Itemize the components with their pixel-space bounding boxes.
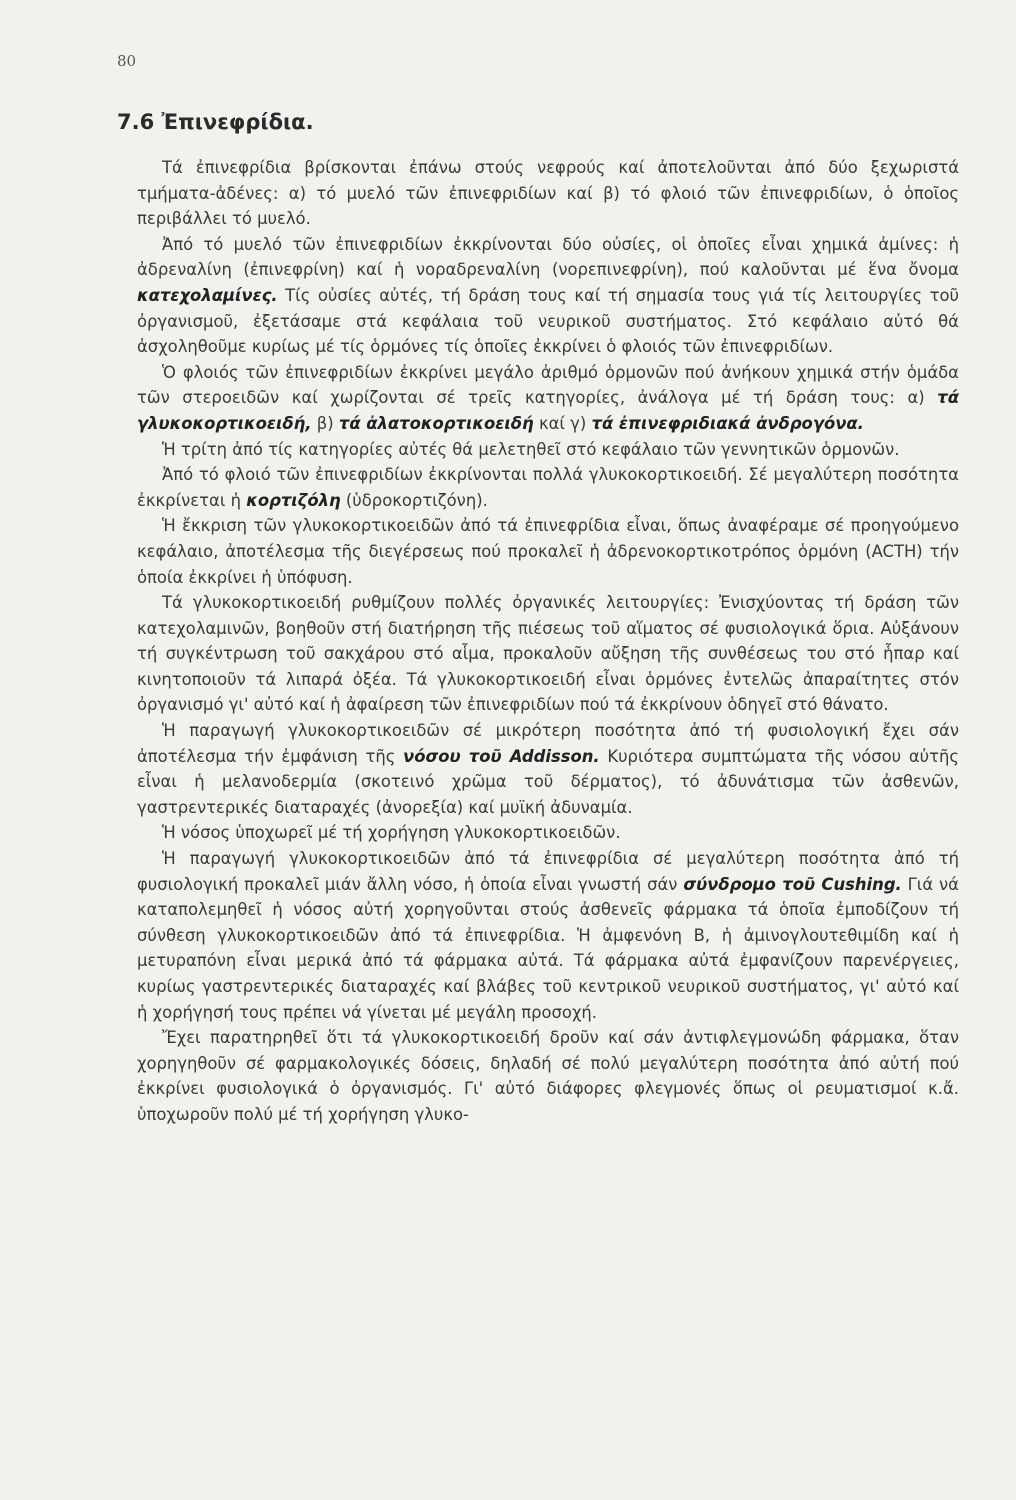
paragraph xyxy=(137,590,959,718)
body-text xyxy=(137,155,959,1128)
text-run: Ἀπό τό μυελό τῶν ἐπινεφριδίων ἐκκρίνονται δύο οὐσίες, οἱ ὁποῖες εἶναι χημικά ἀμίνες: ἡ ἀδρεναλίνη (ἐπινεφρίνη) καί ἡ νοραδρεναλίνη (νορεπινεφρίνη), πού καλοῦνται μέ ἕνα ὄνομα xyxy=(137,234,959,280)
text-run: (ὑδροκορτιζόνη). xyxy=(340,490,488,510)
section-title: 7.6 Ἐπινεφρίδια. xyxy=(117,110,314,134)
emphasized-term: σύνδρομο τοῦ Cushing. xyxy=(683,874,902,894)
emphasized-term: κατεχολαμίνες. xyxy=(137,285,278,305)
text-run: Τίς οὐσίες αὐτές, τή δράση τους καί τή σημασία τους γιά τίς λειτουργίες τοῦ ὀργανισμοῦ, ἐξετάσαμε στά κεφάλαια τοῦ νευρικοῦ συστήματος. Στό κεφάλαιο αὐτό θά ἀσχοληθοῦμε κυρίως μέ τίς ὁρμόνες τίς ὁποῖες ἐκκρίνει ὁ φλοιός τῶν ἐπινεφριδίων. xyxy=(137,285,959,357)
emphasized-term: κορτιζόλη xyxy=(246,490,341,510)
paragraph xyxy=(137,718,959,820)
text-run: Ὁ φλοιός τῶν ἐπινεφριδίων ἐκκρίνει μεγάλο ἀριθμό ὁρμονῶν πού ἀνήκουν χημικά στήν ὁμάδα τῶν στεροειδῶν καί χωρίζονται σέ τρεῖς κατηγορίες, ἀνάλογα μέ τή δράση τους: α) xyxy=(137,362,959,408)
emphasized-term: τά γλυκοκορτικοειδή, xyxy=(137,388,959,433)
paragraph xyxy=(137,1025,959,1127)
text-run: Ἡ νόσος ὑποχωρεῖ μέ τή χορήγηση γλυκοκορτικοειδῶν. xyxy=(162,823,621,843)
text-run: Ἀπό τό φλοιό τῶν ἐπινεφριδίων ἐκκρίνονται πολλά γλυκοκορτικοειδή. Σέ μεγαλύτερη ποσότητα ἐκκρίνεται ἡ xyxy=(137,465,959,510)
text-run: Ἡ τρίτη ἀπό τίς κατηγορίες αὐτές θά μελετηθεῖ στό κεφάλαιο τῶν γεννητικῶν ὁρμονῶν. xyxy=(162,439,900,459)
emphasized-term: νόσου τοῦ Addisson. xyxy=(403,746,600,766)
paragraph xyxy=(137,437,959,463)
text-run: Τά γλυκοκορτικοειδή ρυθμίζουν πολλές ὀργανικές λειτουργίες: Ἐνισχύοντας τή δράση τῶν κατεχολαμινῶν, βοηθοῦν στή διατήρηση τῆς πιέσεως τοῦ αἵματος σέ φυσιολογικά ὅρια. Αὐξάνουν τή συγκέντρωση τοῦ σακχάρου στό αἷμα, προκαλοῦν αὔξηση τῆς συνθέσεως του στό ἧπαρ καί κινητοποιοῦν τά λιπαρά ὀξέα. Τά γλυκοκορτικοειδή εἶναι ὁρμόνες ἐντελῶς ἀπαραίτητες στόν ὀργανισμό γι' αὐτό καί ἡ ἀφαίρεση τῶν ἐπινεφριδίων πού τά ἐκκρίνουν ὁδηγεῖ στό θάνατο. xyxy=(137,593,959,715)
text-run: Ἡ παραγωγή γλυκοκορτικοειδῶν σέ μικρότερη ποσότητα ἀπό τή φυσιολογική ἔχει σάν ἀποτέλεσμα τήν ἐμφάνιση τῆς xyxy=(137,721,959,766)
emphasized-term: τά ἀλατοκορτικοειδή xyxy=(338,413,534,433)
text-run: καί γ) xyxy=(533,413,592,433)
text-run: Κυριότερα συμπτώματα τῆς νόσου αὐτῆς εἶναι ἡ μελανοδερμία (σκοτεινό χρῶμα τοῦ δέρματος), τό ἀδυνάτισμα τῶν ἀσθενῶν, γαστρεντερικές διαταραχές (ἀνορεξία) καί μυϊκή ἀδυναμία. xyxy=(137,746,960,817)
text-run: Ἔχει παρατηρηθεῖ ὅτι τά γλυκοκορτικοειδή δροῦν καί σάν ἀντιφλεγμονώδη φάρμακα, ὅταν χορηγηθοῦν σέ φαρμακολογικές δόσεις, δηλαδή σέ πολύ μεγαλύτερη ποσότητα ἀπό αὐτή πού ἐκκρίνει φυσιολογικά ὁ ὀργανισμός. Γι' αὐτό διάφορες φλεγμονές ὅπως οἱ ρευματισμοί κ.ἄ. ὑποχωροῦν πολύ μέ τή χορήγηση γλυκο- xyxy=(137,1028,959,1124)
text-run: Τά ἐπινεφρίδια βρίσκονται ἐπάνω στούς νεφρούς καί ἀποτελοῦνται ἀπό δύο ξεχωριστά τμήματα-ἀδένες: α) τό μυελό τῶν ἐπινεφριδίων καί β) τό φλοιό τῶν ἐπινεφριδίων, ὁ ὁποῖος περιβάλλει τό μυελό. xyxy=(137,158,959,229)
paragraph xyxy=(137,155,959,232)
paragraph xyxy=(137,462,959,513)
emphasized-term: τά ἐπινεφριδιακά ἀνδρογόνα. xyxy=(591,413,864,433)
page-number: 80 xyxy=(117,52,137,70)
paragraph xyxy=(137,360,959,437)
text-run: Γιά νά καταπολεμηθεῖ ἡ νόσος αὐτή χορηγοῦνται στούς ἀσθενεῖς φάρμακα τά ὁποῖα ἐμποδίζουν τή σύνθεση γλυκοκορτικοειδῶν ἀπό τά ἐπινεφρίδια. Ἡ ἀμφενόνη Β, ἡ ἀμινογλουτεθιμίδη καί ἡ μετυραπόνη εἶναι μερικά ἀπό τά φάρμακα αὐτά. Τά φάρμακα αὐτά ἐμφανίζουν παρενέργειες, κυρίως γαστρεντερικές διαταραχές καί βλάβες τοῦ κεντρικοῦ νευρικοῦ συστήματος, γι' αὐτό καί ἡ χορήγησή τους πρέπει νά γίνεται μέ μεγάλη προσοχή. xyxy=(137,874,959,1022)
text-run: β) xyxy=(311,413,339,433)
text-run: Ἡ ἔκκριση τῶν γλυκοκορτικοειδῶν ἀπό τά ἐπινεφρίδια εἶναι, ὅπως ἀναφέραμε σέ προηγούμενο κεφάλαιο, ἀποτέλεσμα τῆς διεγέρσεως πού προκαλεῖ ἡ ἀδρενοκορτικοτρόπος ὁρμόνη (ACTH) τήν ὁποία ἐκκρίνει ἡ ὑπόφυση. xyxy=(137,516,959,587)
text-run: Ἡ παραγωγή γλυκοκορτικοειδῶν ἀπό τά ἐπινεφρίδια σέ μεγαλύτερη ποσότητα ἀπό τή φυσιολογική προκαλεῖ μιάν ἄλλη νόσο, ἡ ὁποία εἶναι γνωστή σάν xyxy=(137,849,959,894)
paragraph xyxy=(137,232,959,360)
paragraph xyxy=(137,513,959,590)
paragraph xyxy=(137,846,959,1025)
paragraph xyxy=(137,820,959,846)
